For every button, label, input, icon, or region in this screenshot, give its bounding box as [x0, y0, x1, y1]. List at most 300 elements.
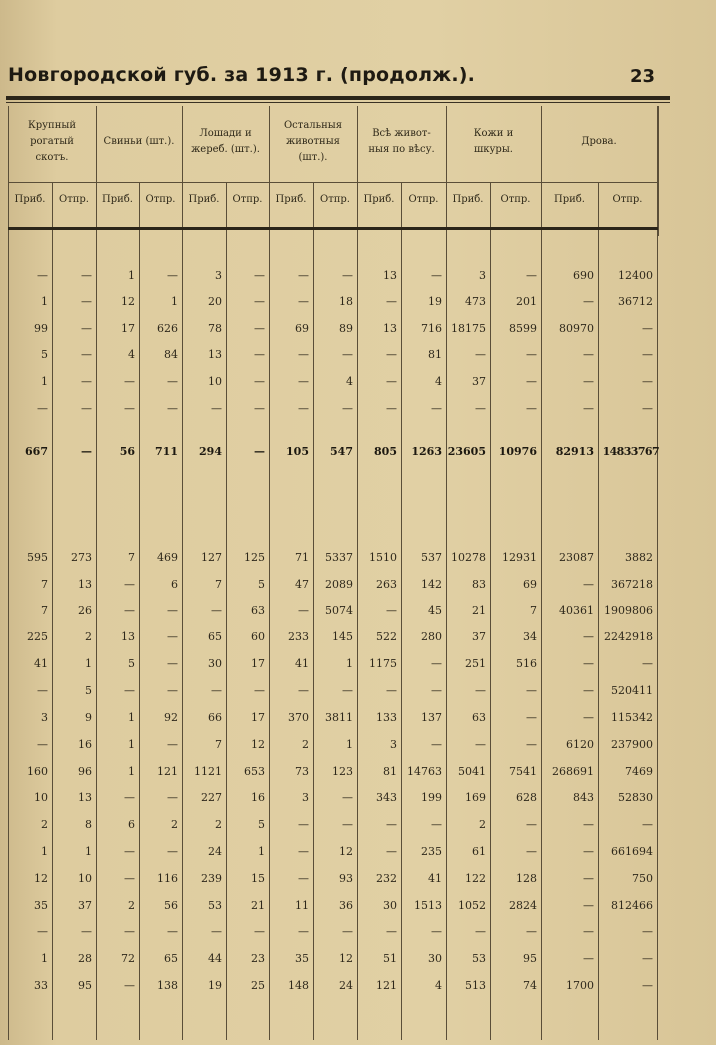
table-row	[0, 319, 716, 339]
table-cell: 1	[171, 295, 178, 308]
table-cell: —	[342, 818, 353, 831]
table-cell: 1	[258, 845, 265, 858]
column-sub-header: Отпр.	[320, 194, 350, 205]
table-cell: —	[642, 348, 653, 361]
table-cell: 23087	[559, 551, 594, 564]
table-cell: 5	[258, 818, 265, 831]
table-cell: —	[431, 657, 442, 670]
table-row	[0, 976, 716, 996]
table-cell: —	[124, 578, 135, 591]
table-cell: 812466	[611, 899, 653, 912]
table-cell: 41	[34, 657, 48, 670]
table-cell: —	[254, 348, 265, 361]
column-sub-header: Отпр.	[145, 194, 176, 205]
table-cell: 522	[376, 630, 397, 643]
table-cell: —	[167, 604, 178, 617]
table-cell: 225	[27, 630, 48, 643]
table-cell: —	[583, 872, 594, 885]
table-cell: 142	[421, 578, 442, 591]
table-cell: 595	[27, 551, 48, 564]
table-cell: 20	[208, 295, 222, 308]
table-cell: 2089	[325, 578, 353, 591]
table-cell: 125	[244, 551, 265, 564]
table-cell: 227	[201, 791, 222, 804]
table-cell: —	[167, 269, 178, 282]
table-cell: 14833767	[602, 445, 659, 458]
table-border-right	[657, 106, 659, 236]
table-cell: 63	[472, 711, 486, 724]
table-cell: —	[431, 818, 442, 831]
table-cell: —	[254, 684, 265, 697]
table-cell: 233	[288, 630, 309, 643]
table-cell: 121	[376, 979, 397, 992]
table-cell: —	[583, 952, 594, 965]
table-cell: 47	[295, 578, 309, 591]
table-cell: —	[583, 348, 594, 361]
table-cell: 66	[208, 711, 222, 724]
table-cell: 81	[383, 765, 397, 778]
table-cell: —	[642, 402, 653, 415]
table-cell: —	[167, 791, 178, 804]
table-cell: 18175	[451, 322, 486, 335]
table-cell: 2	[215, 818, 222, 831]
table-cell: —	[583, 684, 594, 697]
table-cell: —	[254, 269, 265, 282]
table-cell: —	[583, 630, 594, 643]
table-cell: —	[298, 872, 309, 885]
table-cell: —	[583, 845, 594, 858]
table-cell: —	[342, 269, 353, 282]
column-sub-header: Приб.	[554, 194, 585, 205]
table-cell: 6	[171, 578, 178, 591]
table-cell: 251	[465, 657, 486, 670]
table-row	[0, 575, 716, 595]
table-cell: 1	[41, 952, 48, 965]
table-cell: —	[124, 684, 135, 697]
table-cell: —	[81, 402, 92, 415]
table-cell: 235	[421, 845, 442, 858]
table-cell: 805	[374, 445, 397, 458]
table-cell: 653	[244, 765, 265, 778]
table-cell: —	[583, 295, 594, 308]
table-row	[0, 708, 716, 728]
table-cell: 4	[128, 348, 135, 361]
table-cell: 4	[435, 375, 442, 388]
table-cell: —	[583, 657, 594, 670]
table-cell: 667	[25, 445, 48, 458]
table-cell: 122	[465, 872, 486, 885]
table-cell: 25	[251, 979, 265, 992]
table-cell: 52830	[618, 791, 653, 804]
table-row	[0, 735, 716, 755]
table-cell: 10278	[451, 551, 486, 564]
table-cell: 9	[85, 711, 92, 724]
column-sub-header: Отпр.	[500, 194, 531, 205]
table-cell: —	[124, 375, 135, 388]
table-cell: 78	[208, 322, 222, 335]
table-cell: 96	[78, 765, 92, 778]
table-row	[0, 399, 716, 419]
table-cell: —	[254, 445, 265, 458]
table-cell: —	[386, 375, 397, 388]
table-cell: —	[124, 845, 135, 858]
table-cell: 72	[121, 952, 135, 965]
table-cell: 1	[41, 845, 48, 858]
table-cell: 21	[472, 604, 486, 617]
table-cell: 56	[119, 445, 135, 458]
table-cell: 1513	[414, 899, 442, 912]
table-cell: 12400	[618, 269, 653, 282]
table-cell: 35	[295, 952, 309, 965]
table-cell: 294	[199, 445, 222, 458]
table-cell: 13	[208, 348, 222, 361]
table-cell: —	[342, 402, 353, 415]
table-cell: —	[583, 899, 594, 912]
table-cell: —	[642, 979, 653, 992]
table-cell: —	[81, 322, 92, 335]
table-cell: 41	[428, 872, 442, 885]
table-cell: —	[526, 402, 537, 415]
table-cell: —	[342, 684, 353, 697]
table-cell: 5074	[325, 604, 353, 617]
table-cell: 2242918	[604, 630, 653, 643]
table-cell: —	[167, 375, 178, 388]
table-cell: 40361	[559, 604, 594, 617]
table-cell: —	[475, 925, 486, 938]
table-cell: 473	[465, 295, 486, 308]
table-cell: —	[526, 818, 537, 831]
table-cell: 17	[121, 322, 135, 335]
table-cell: 547	[330, 445, 353, 458]
table-cell: —	[124, 872, 135, 885]
table-cell: 71	[295, 551, 309, 564]
table-row	[0, 922, 716, 942]
table-cell: 2	[41, 818, 48, 831]
table-cell: 53	[208, 899, 222, 912]
column-sub-header: Отпр.	[408, 194, 439, 205]
table-cell: 2	[128, 899, 135, 912]
table-cell: —	[298, 402, 309, 415]
table-cell: 10976	[498, 445, 537, 458]
table-cell: 273	[71, 551, 92, 564]
table-cell: 116	[157, 872, 178, 885]
table-cell: —	[254, 322, 265, 335]
table-cell: 10	[78, 872, 92, 885]
table-cell: 44	[208, 952, 222, 965]
table-cell: —	[386, 925, 397, 938]
table-cell: —	[475, 348, 486, 361]
table-cell: 2	[85, 630, 92, 643]
column-group-header: Кожи и шкуры.	[473, 128, 514, 155]
table-cell: —	[526, 269, 537, 282]
table-cell: 37	[78, 899, 92, 912]
table-cell: 7	[215, 578, 222, 591]
table-cell: 239	[201, 872, 222, 885]
table-cell: 89	[339, 322, 353, 335]
table-cell: 3	[302, 791, 309, 804]
table-cell: 45	[428, 604, 442, 617]
table-cell: —	[37, 684, 48, 697]
table-cell: 138	[157, 979, 178, 992]
table-cell: 12	[339, 952, 353, 965]
table-cell: —	[298, 295, 309, 308]
table-cell: —	[167, 845, 178, 858]
table-cell: —	[583, 375, 594, 388]
table-cell: —	[386, 604, 397, 617]
table-cell: 628	[516, 791, 537, 804]
table-cell: 3	[215, 269, 222, 282]
table-cell: 69	[295, 322, 309, 335]
table-cell: 65	[164, 952, 178, 965]
table-cell: 7	[41, 578, 48, 591]
column-sub-header: Приб.	[102, 194, 133, 205]
table-row	[0, 842, 716, 862]
table-cell: 36712	[618, 295, 653, 308]
table-cell: 7541	[509, 765, 537, 778]
table-cell: 1121	[194, 765, 222, 778]
table-cell: 516	[516, 657, 537, 670]
table-cell: 23605	[447, 445, 486, 458]
table-cell: 2	[479, 818, 486, 831]
table-cell: 81	[428, 348, 442, 361]
table-cell: —	[167, 657, 178, 670]
table-cell: —	[642, 925, 653, 938]
table-cell: —	[386, 818, 397, 831]
table-cell: 1	[128, 711, 135, 724]
table-cell: —	[37, 925, 48, 938]
table-cell: 5	[41, 348, 48, 361]
table-row	[0, 345, 716, 365]
table-cell: 1	[85, 845, 92, 858]
table-row	[0, 681, 716, 701]
table-cell: —	[526, 845, 537, 858]
table-cell: 18	[339, 295, 353, 308]
table-cell: 19	[208, 979, 222, 992]
title-rule	[6, 96, 670, 100]
table-cell: 53	[472, 952, 486, 965]
table-cell: 26	[78, 604, 92, 617]
column-sub-header: Отпр.	[59, 194, 89, 205]
table-cell: 1175	[369, 657, 397, 670]
table-cell: 1	[128, 738, 135, 751]
column-group-header: Всѣ живот- ныя по вѣсу.	[368, 128, 435, 155]
table-cell: 6	[128, 818, 135, 831]
table-cell: —	[298, 348, 309, 361]
table-cell: 121	[157, 765, 178, 778]
table-cell: 626	[157, 322, 178, 335]
table-cell: —	[81, 445, 92, 458]
table-row	[0, 788, 716, 808]
table-cell: 15	[251, 872, 265, 885]
table-cell: 513	[465, 979, 486, 992]
table-cell: 1700	[566, 979, 594, 992]
table-cell: —	[167, 630, 178, 643]
table-cell: 137	[421, 711, 442, 724]
table-cell: 24	[208, 845, 222, 858]
table-row	[0, 601, 716, 621]
table-row	[0, 869, 716, 889]
table-cell: 93	[339, 872, 353, 885]
table-cell: —	[475, 684, 486, 697]
table-cell: 24	[339, 979, 353, 992]
table-cell: 263	[376, 578, 397, 591]
table-cell: 1	[346, 657, 353, 670]
table-cell: 17	[251, 657, 265, 670]
table-cell: —	[386, 845, 397, 858]
table-cell: 4	[346, 375, 353, 388]
table-cell: 17	[251, 711, 265, 724]
table-cell: 73	[295, 765, 309, 778]
table-row	[0, 896, 716, 916]
table-cell: 13	[121, 630, 135, 643]
table-cell: 843	[573, 791, 594, 804]
table-cell: —	[298, 818, 309, 831]
table-cell: 19	[428, 295, 442, 308]
table-cell: —	[211, 604, 222, 617]
column-sub-header: Приб.	[188, 194, 220, 205]
table-cell: —	[81, 295, 92, 308]
table-cell: 61	[472, 845, 486, 858]
table-cell: 145	[332, 630, 353, 643]
column-sub-header: Приб.	[14, 194, 46, 205]
table-cell: —	[526, 375, 537, 388]
table-cell: —	[167, 738, 178, 751]
table-cell: 33	[34, 979, 48, 992]
table-row	[0, 372, 716, 392]
table-cell: —	[431, 269, 442, 282]
table-cell: 56	[164, 899, 178, 912]
table-cell: —	[583, 818, 594, 831]
table-cell: 127	[201, 551, 222, 564]
table-cell: —	[37, 269, 48, 282]
table-cell: 105	[286, 445, 309, 458]
table-cell: —	[81, 925, 92, 938]
table-cell: 51	[383, 952, 397, 965]
table-cell: 4	[435, 979, 442, 992]
table-cell: —	[254, 295, 265, 308]
table-cell: —	[642, 818, 653, 831]
table-cell: 7469	[625, 765, 653, 778]
table-row	[0, 266, 716, 286]
table-cell: —	[386, 684, 397, 697]
column-group-header: Дрова.	[581, 136, 617, 147]
table-cell: —	[81, 348, 92, 361]
column-sub-header: Приб.	[452, 194, 484, 205]
table-cell: —	[167, 402, 178, 415]
table-cell: —	[254, 925, 265, 938]
table-cell: 60	[251, 630, 265, 643]
table-cell: 21	[251, 899, 265, 912]
table-cell: 69	[523, 578, 537, 591]
table-cell: 2824	[509, 899, 537, 912]
table-cell: 343	[376, 791, 397, 804]
table-cell: 63	[251, 604, 265, 617]
table-cell: —	[37, 402, 48, 415]
table-cell: —	[642, 952, 653, 965]
table-cell: 237900	[611, 738, 653, 751]
table-cell: —	[124, 791, 135, 804]
table-cell: 13	[78, 578, 92, 591]
table-cell: —	[526, 738, 537, 751]
table-cell: 1	[346, 738, 353, 751]
table-cell: —	[37, 738, 48, 751]
table-cell: 1510	[369, 551, 397, 564]
table-cell: —	[583, 925, 594, 938]
table-cell: —	[298, 375, 309, 388]
table-cell: 469	[157, 551, 178, 564]
table-row	[0, 442, 716, 462]
table-cell: 12	[339, 845, 353, 858]
table-cell: 160	[27, 765, 48, 778]
table-cell: 13	[383, 269, 397, 282]
table-cell: 7	[41, 604, 48, 617]
table-cell: —	[298, 925, 309, 938]
table-cell: 95	[523, 952, 537, 965]
table-cell: 128	[516, 872, 537, 885]
table-cell: 11	[295, 899, 309, 912]
table-cell: 37	[472, 630, 486, 643]
table-cell: 10	[34, 791, 48, 804]
table-cell: 3	[479, 269, 486, 282]
table-cell: 12931	[502, 551, 537, 564]
table-cell: —	[254, 402, 265, 415]
table-cell: —	[431, 684, 442, 697]
table-cell: 7	[530, 604, 537, 617]
table-cell: 82913	[555, 445, 594, 458]
table-cell: 84	[164, 348, 178, 361]
table-cell: 1263	[411, 445, 442, 458]
table-cell: 8	[85, 818, 92, 831]
column-sub-header: Отпр.	[612, 194, 643, 205]
table-cell: 36	[339, 899, 353, 912]
table-cell: —	[298, 845, 309, 858]
table-cell: 7	[215, 738, 222, 751]
table-cell: 16	[78, 738, 92, 751]
table-cell: —	[298, 684, 309, 697]
table-cell: 201	[516, 295, 537, 308]
table-cell: 13	[383, 322, 397, 335]
table-cell: 13	[78, 791, 92, 804]
table-cell: 7	[128, 551, 135, 564]
table-cell: 1	[128, 269, 135, 282]
table-cell: 83	[472, 578, 486, 591]
table-cell: 3	[390, 738, 397, 751]
table-cell: 169	[465, 791, 486, 804]
table-cell: —	[386, 402, 397, 415]
table-cell: —	[526, 684, 537, 697]
table-cell: 35	[34, 899, 48, 912]
table-cell: 5041	[458, 765, 486, 778]
table-cell: 99	[34, 322, 48, 335]
table-cell: 3882	[625, 551, 653, 564]
table-cell: 10	[208, 375, 222, 388]
table-cell: 133	[376, 711, 397, 724]
table-cell: —	[167, 925, 178, 938]
table-cell: 23	[251, 952, 265, 965]
table-cell: —	[526, 925, 537, 938]
table-cell: —	[124, 925, 135, 938]
column-group-header: Лошади и жереб. (шт.).	[191, 128, 260, 155]
table-cell: 74	[523, 979, 537, 992]
table-cell: 12	[34, 872, 48, 885]
table-row	[0, 627, 716, 647]
column-group-header: Свиньи (шт.).	[103, 136, 175, 147]
table-cell: 370	[288, 711, 309, 724]
table-cell: —	[431, 738, 442, 751]
table-cell: —	[342, 925, 353, 938]
table-cell: —	[431, 925, 442, 938]
header-rule-bottom	[8, 227, 658, 230]
